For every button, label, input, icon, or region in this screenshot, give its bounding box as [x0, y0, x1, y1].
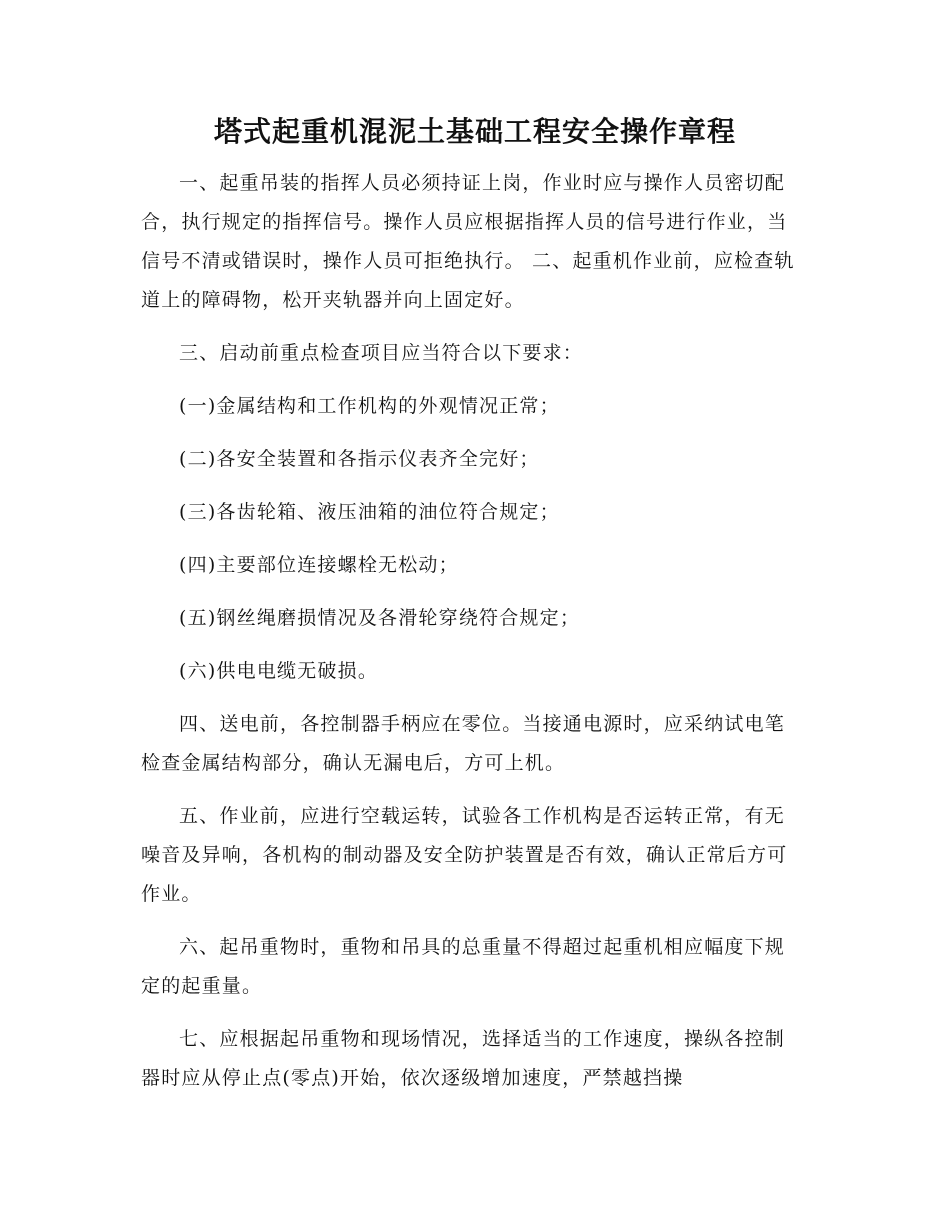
document-title: 塔式起重机混泥土基础工程安全操作章程	[213, 115, 736, 148]
paragraph-5: 六、起吊重物时，重物和吊具的总重量不得超过起重机相应幅度下规定的起重量。	[141, 936, 786, 997]
list-item-4: (四)主要部位连接螺栓无松动；	[179, 554, 459, 576]
document-body	[141, 164, 805, 1112]
list-item-3: (三)各齿轮箱、液压油箱的油位符合规定；	[179, 501, 560, 523]
paragraph-3: 四、送电前，各控制器手柄应在零位。当接通电源时，应采纳试电笔检查金属结构部分，确认无漏电后，方可上机。	[141, 713, 786, 774]
list-item-5: (五)钢丝绳磨损情况及各滑轮穿绕符合规定；	[179, 607, 581, 629]
list-item-1: (一)金属结构和工作机构的外观情况正常；	[179, 395, 560, 417]
paragraph-4: 五、作业前，应进行空载运转，试验各工作机构是否运转正常，有无噪音及异响，各机构的制动器及安全防护装置是否有效，确认正常后方可作业。	[141, 805, 788, 905]
paragraph-2: 三、启动前重点检查项目应当符合以下要求：	[179, 342, 584, 364]
list-item-2: (二)各安全装置和各指示仪表齐全完好；	[179, 448, 540, 470]
paragraph-6: 七、应根据起吊重物和现场情况，选择适当的工作速度，操纵各控制器时应从停止点(零点)开始，依次逐级增加速度，严禁越挡操	[141, 1028, 786, 1089]
paragraph-1: 一、起重吊装的指挥人员必须持证上岗，作业时应与操作人员密切配合，执行规定的指挥信号。操作人员应根据指挥人员的信号进行作业，当信号不清或错误时，操作人员可拒绝执行。 二、起重机作业前，应检查轨道上的障碍物，松开夹轨器并向上固定好。	[141, 172, 795, 311]
list-item-6: (六)供电电缆无破损。	[179, 660, 379, 682]
